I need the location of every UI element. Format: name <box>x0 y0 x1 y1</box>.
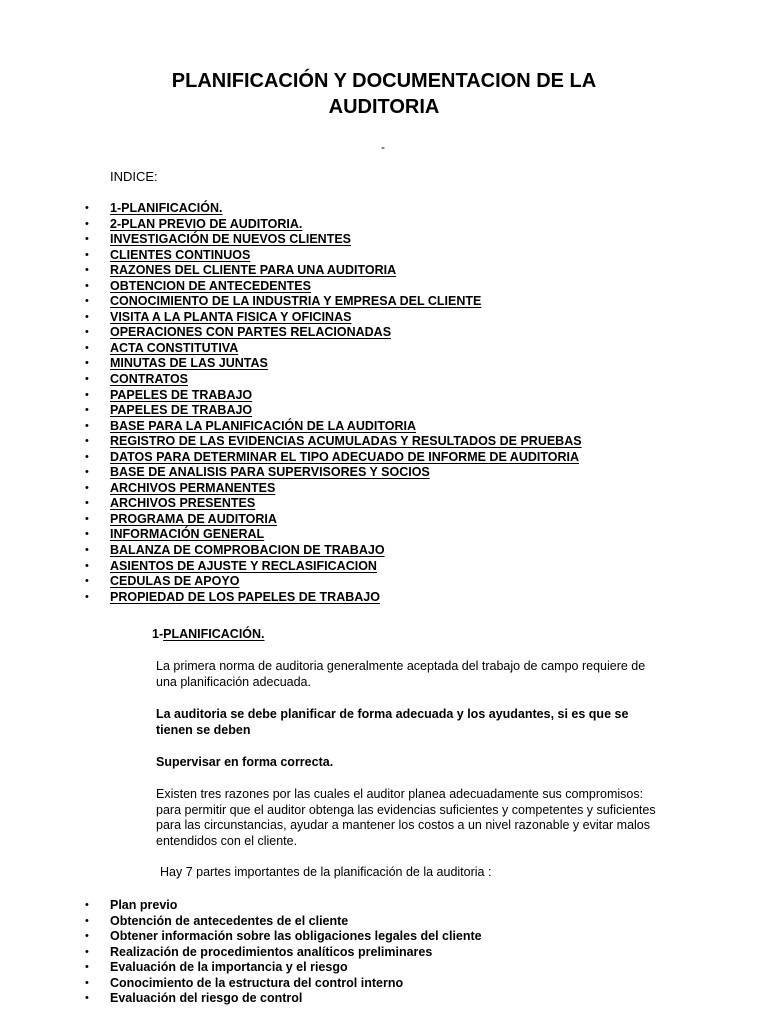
separator-dash: - <box>381 140 385 154</box>
toc-link[interactable]: 2-PLAN PREVIO DE AUDITORIA. <box>110 216 303 231</box>
toc-link[interactable]: CONOCIMIENTO DE LA INDUSTRIA Y EMPRESA DEL CLIENTE <box>110 294 482 309</box>
toc-link[interactable]: REGISTRO DE LAS EVIDENCIAS ACUMULADAS Y RESULTADOS DE PRUEBAS <box>110 434 582 449</box>
section-number: 1- <box>152 627 164 641</box>
document-title <box>0 68 768 120</box>
section-title: PLANIFICACIÓN. <box>163 627 265 641</box>
bullet-icon: • <box>85 435 89 448</box>
bullet-icon: • <box>85 295 89 308</box>
bullet-icon: • <box>85 575 89 588</box>
bullet-icon: • <box>85 992 89 1005</box>
toc-link[interactable]: ACTA CONSTITUTIVA <box>110 340 239 355</box>
toc-link[interactable]: CEDULAS DE APOYO <box>110 574 240 589</box>
toc-link[interactable]: CLIENTES CONTINUOS <box>110 247 251 262</box>
toc-link[interactable]: PROGRAMA DE AUDITORIA <box>110 511 277 526</box>
bullet-icon: • <box>85 217 89 230</box>
toc-link[interactable]: OPERACIONES CON PARTES RELACIONADAS <box>110 325 392 340</box>
bullet-icon: • <box>85 590 89 603</box>
bullet-icon: • <box>85 248 89 261</box>
toc-link[interactable]: BALANZA DE COMPROBACION DE TRABAJO <box>110 543 385 558</box>
bullet-icon: • <box>85 233 89 246</box>
toc-link[interactable]: DATOS PARA DETERMINAR EL TIPO ADECUADO DE INFORME DE AUDITORIA <box>110 449 580 464</box>
bullet-icon: • <box>85 466 89 479</box>
list-item-text: Realización de procedimientos analíticos preliminares <box>110 944 433 959</box>
toc-link[interactable]: PROPIEDAD DE LOS PAPELES DE TRABAJO <box>110 589 380 604</box>
bullet-icon: • <box>85 310 89 323</box>
list-item-text: Obtención de antecedentes de el cliente <box>110 913 349 928</box>
list-item-text: Evaluación de la importancia y el riesgo <box>110 960 348 975</box>
bullet-icon: • <box>85 930 89 943</box>
bullet-icon: • <box>85 544 89 557</box>
bullet-icon: • <box>85 326 89 339</box>
title-line-2: AUDITORIA <box>328 96 440 118</box>
paragraph-three-reasons: Existen tres razones por las cuales el auditor planea adecuadamente sus compromisos: para permitir que el auditor obtenga las evidencias suficientes y competentes y suficientes para las circunstancias, ayudar a mantener los costos a un nivel razonable y evitar malos entendidos con el cliente. <box>156 787 656 848</box>
toc-link[interactable]: BASE DE ANALISIS PARA SUPERVISORES Y SOCIOS <box>110 465 430 480</box>
bullet-icon: • <box>85 404 89 417</box>
bullet-icon: • <box>85 914 89 927</box>
toc-link[interactable]: INVESTIGACIÓN DE NUEVOS CLIENTES <box>110 232 352 247</box>
toc-link[interactable]: PAPELES DE TRABAJO <box>110 387 253 402</box>
toc-link[interactable]: VISITA A LA PLANTA FISICA Y OFICINAS <box>110 309 352 324</box>
bullet-icon: • <box>85 899 89 911</box>
bullet-icon: • <box>85 559 89 572</box>
bullet-icon: • <box>85 976 89 989</box>
bullet-icon: • <box>85 481 89 494</box>
toc-link[interactable]: ARCHIVOS PERMANENTES <box>110 480 276 495</box>
bullet-icon: • <box>85 419 89 432</box>
bullet-icon: • <box>85 373 89 386</box>
list-item-text: Obtener información sobre las obligaciones legales del cliente <box>110 929 482 944</box>
paragraph-seven-parts: Hay 7 partes importantes de la planificación de la auditoria : <box>160 865 492 879</box>
index-label: INDICE: <box>110 169 158 184</box>
paragraph-supervise: Supervisar en forma correcta. <box>156 755 334 769</box>
bullet-icon: • <box>85 388 89 401</box>
toc-link[interactable]: PAPELES DE TRABAJO <box>110 403 253 418</box>
toc-link[interactable]: ASIENTOS DE AJUSTE Y RECLASIFICACION <box>110 558 377 573</box>
toc-link[interactable]: ARCHIVOS PRESENTES <box>110 496 256 511</box>
section-heading <box>152 627 265 641</box>
bullet-icon: • <box>85 961 89 974</box>
bullet-icon: • <box>85 202 89 214</box>
toc-link[interactable]: RAZONES DEL CLIENTE PARA UNA AUDITORIA <box>110 263 397 278</box>
bullet-icon: • <box>85 279 89 292</box>
bullet-icon: • <box>85 945 89 958</box>
toc-link[interactable]: 1-PLANIFICACIÓN. <box>110 201 223 215</box>
list-item-text: Evaluación del riesgo de control <box>110 991 303 1006</box>
toc-link[interactable]: CONTRATOS <box>110 372 189 387</box>
toc-link[interactable]: MINUTAS DE LAS JUNTAS <box>110 356 268 371</box>
paragraph-planning-bold: La auditoria se debe planificar de forma adecuada y los ayudantes, si es que se tienen se deben <box>156 707 629 737</box>
bullet-icon: • <box>85 512 89 525</box>
paragraph-first-norm: La primera norma de auditoria generalmente aceptada del trabajo de campo requiere de una planificación adecuada. <box>156 659 646 689</box>
bullet-icon: • <box>85 341 89 354</box>
toc-link[interactable]: OBTENCION DE ANTECEDENTES <box>110 278 311 293</box>
bullet-icon: • <box>85 264 89 277</box>
toc-link[interactable]: INFORMACIÓN GENERAL <box>110 527 265 542</box>
bullet-icon: • <box>85 528 89 541</box>
toc-link[interactable]: BASE PARA LA PLANIFICACIÓN DE LA AUDITORIA <box>110 418 417 433</box>
bullet-icon: • <box>85 357 89 370</box>
title-line-1: PLANIFICACIÓN Y DOCUMENTACION DE LA <box>171 70 597 92</box>
list-item-text: Plan previo <box>110 898 178 912</box>
list-item-text: Conocimiento de la estructura del control interno <box>110 975 404 990</box>
bullet-icon: • <box>85 450 89 463</box>
bullet-icon: • <box>85 497 89 510</box>
